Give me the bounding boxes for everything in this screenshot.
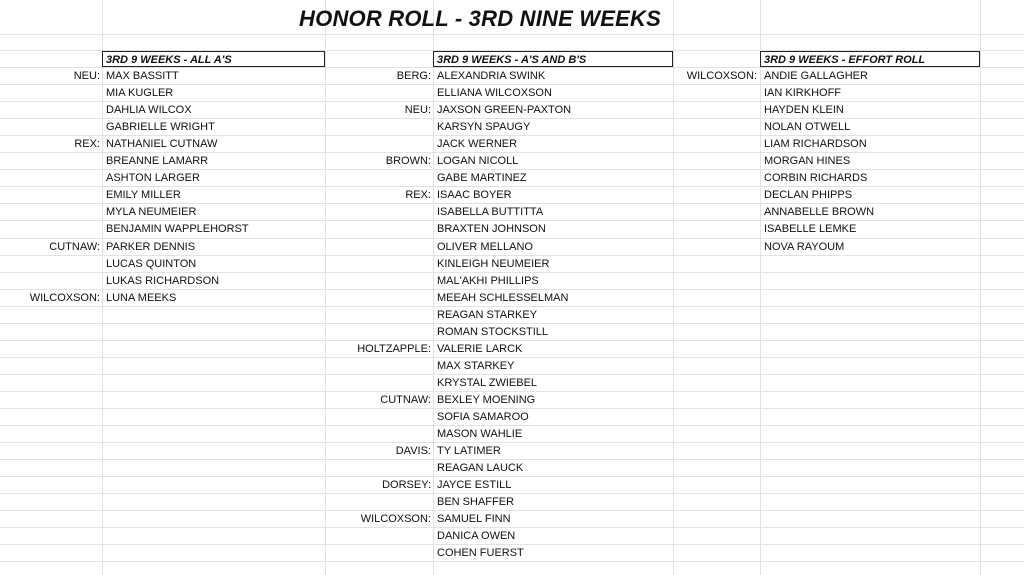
student-name[interactable]: MASON WAHLIE [437, 428, 523, 441]
column-gridline [980, 0, 981, 575]
student-name[interactable]: JACK WERNER [437, 138, 518, 151]
student-name[interactable]: KRYSTAL ZWIEBEL [437, 376, 538, 389]
student-name[interactable]: ISABELLE LEMKE [764, 223, 857, 236]
teacher-label[interactable]: HOLTZAPPLE: [357, 342, 431, 355]
student-name[interactable]: GABE MARTINEZ [437, 172, 527, 185]
student-name[interactable]: NOVA RAYOUM [764, 240, 845, 253]
student-name[interactable]: SAMUEL FINN [437, 513, 511, 526]
student-name[interactable]: BEN SHAFFER [437, 496, 515, 509]
student-name[interactable]: MAX STARKEY [437, 359, 515, 372]
page-title: HONOR ROLL - 3RD NINE WEEKS [299, 6, 661, 31]
header-as-and-bs[interactable]: 3RD 9 WEEKS - A'S AND B'S [433, 51, 673, 67]
student-name[interactable]: GABRIELLE WRIGHT [106, 121, 215, 134]
student-name[interactable]: MYLA NEUMEIER [106, 206, 197, 219]
student-name[interactable]: NATHANIEL CUTNAW [106, 138, 218, 151]
student-name[interactable]: MAL'AKHI PHILLIPS [437, 274, 539, 287]
student-name[interactable]: ANDIE GALLAGHER [764, 70, 868, 82]
teacher-label[interactable]: DORSEY: [382, 479, 431, 492]
student-name[interactable]: ASHTON LARGER [106, 172, 200, 185]
student-name[interactable]: IAN KIRKHOFF [764, 87, 842, 100]
header-all-as[interactable]: 3RD 9 WEEKS - ALL A'S [102, 51, 325, 67]
student-name[interactable]: ALEXANDRIA SWINK [437, 70, 546, 82]
teacher-label[interactable]: REX: [74, 138, 100, 151]
student-name[interactable]: LOGAN NICOLL [437, 155, 519, 168]
student-name[interactable]: MEEAH SCHLESSELMAN [437, 291, 569, 304]
teacher-label[interactable]: NEU: [404, 104, 431, 117]
student-name[interactable]: BREANNE LAMARR [106, 155, 209, 168]
student-name[interactable]: HAYDEN KLEIN [764, 104, 844, 117]
student-name[interactable]: ROMAN STOCKSTILL [437, 325, 549, 338]
student-name[interactable]: TY LATIMER [437, 445, 501, 458]
student-name[interactable]: REAGAN LAUCK [437, 462, 524, 475]
student-name[interactable]: COHEN FUERST [437, 547, 524, 560]
teacher-label[interactable]: REX: [405, 189, 431, 202]
student-name[interactable]: KINLEIGH NEUMEIER [437, 257, 550, 270]
teacher-label[interactable]: BERG: [396, 70, 431, 82]
teacher-label[interactable]: WILCOXSON: [360, 513, 431, 526]
student-name[interactable]: LUNA MEEKS [106, 291, 177, 304]
student-name[interactable]: NOLAN OTWELL [764, 121, 851, 134]
teacher-label[interactable]: CUTNAW: [380, 393, 431, 406]
column-gridline [760, 0, 761, 575]
student-name[interactable]: DECLAN PHIPPS [764, 189, 853, 202]
student-name[interactable]: JAXSON GREEN-PAXTON [437, 104, 572, 117]
column-gridline [102, 0, 103, 575]
student-name[interactable]: ANNABELLE BROWN [764, 206, 875, 219]
student-name[interactable]: BEXLEY MOENING [437, 393, 536, 406]
student-name[interactable]: BENJAMIN WAPPLEHORST [106, 223, 249, 236]
student-name[interactable]: OLIVER MELLANO [437, 240, 533, 253]
student-name[interactable]: ELLIANA WILCOXSON [437, 87, 552, 100]
teacher-label[interactable]: CUTNAW: [49, 240, 100, 253]
student-name[interactable]: DAHLIA WILCOX [106, 104, 192, 117]
student-name[interactable]: MORGAN HINES [764, 155, 851, 168]
teacher-label[interactable]: WILCOXSON: [686, 70, 757, 82]
column-gridline [433, 0, 434, 575]
student-name[interactable]: SOFIA SAMAROO [437, 411, 529, 423]
student-name[interactable]: LIAM RICHARDSON [764, 138, 867, 151]
student-name[interactable]: VALERIE LARCK [437, 342, 523, 355]
teacher-label[interactable]: BROWN: [385, 155, 431, 168]
student-name[interactable]: MIA KUGLER [106, 87, 174, 100]
student-name[interactable]: REAGAN STARKEY [437, 308, 538, 321]
teacher-label[interactable]: WILCOXSON: [29, 291, 100, 304]
student-name[interactable]: DANICA OWEN [437, 530, 516, 543]
student-name[interactable]: BRAXTEN JOHNSON [437, 223, 546, 236]
teacher-label[interactable]: DAVIS: [395, 445, 431, 458]
student-name[interactable]: LUCAS QUINTON [106, 257, 197, 270]
column-gridline [673, 0, 674, 575]
teacher-label[interactable]: NEU: [73, 70, 100, 82]
student-name[interactable]: ISABELLA BUTTITTA [437, 206, 544, 219]
student-name[interactable]: CORBIN RICHARDS [764, 172, 868, 185]
student-name[interactable]: JAYCE ESTILL [437, 479, 512, 492]
header-effort-roll[interactable]: 3RD 9 WEEKS - EFFORT ROLL [760, 51, 980, 67]
student-name[interactable]: LUKAS RICHARDSON [106, 274, 220, 287]
student-name[interactable]: EMILY MILLER [106, 189, 181, 202]
student-name[interactable]: MAX BASSITT [106, 70, 179, 82]
student-name[interactable]: PARKER DENNIS [106, 240, 196, 253]
column-gridline [325, 0, 326, 575]
student-name[interactable]: KARSYN SPAUGY [437, 121, 531, 134]
student-name[interactable]: ISAAC BOYER [437, 189, 512, 202]
